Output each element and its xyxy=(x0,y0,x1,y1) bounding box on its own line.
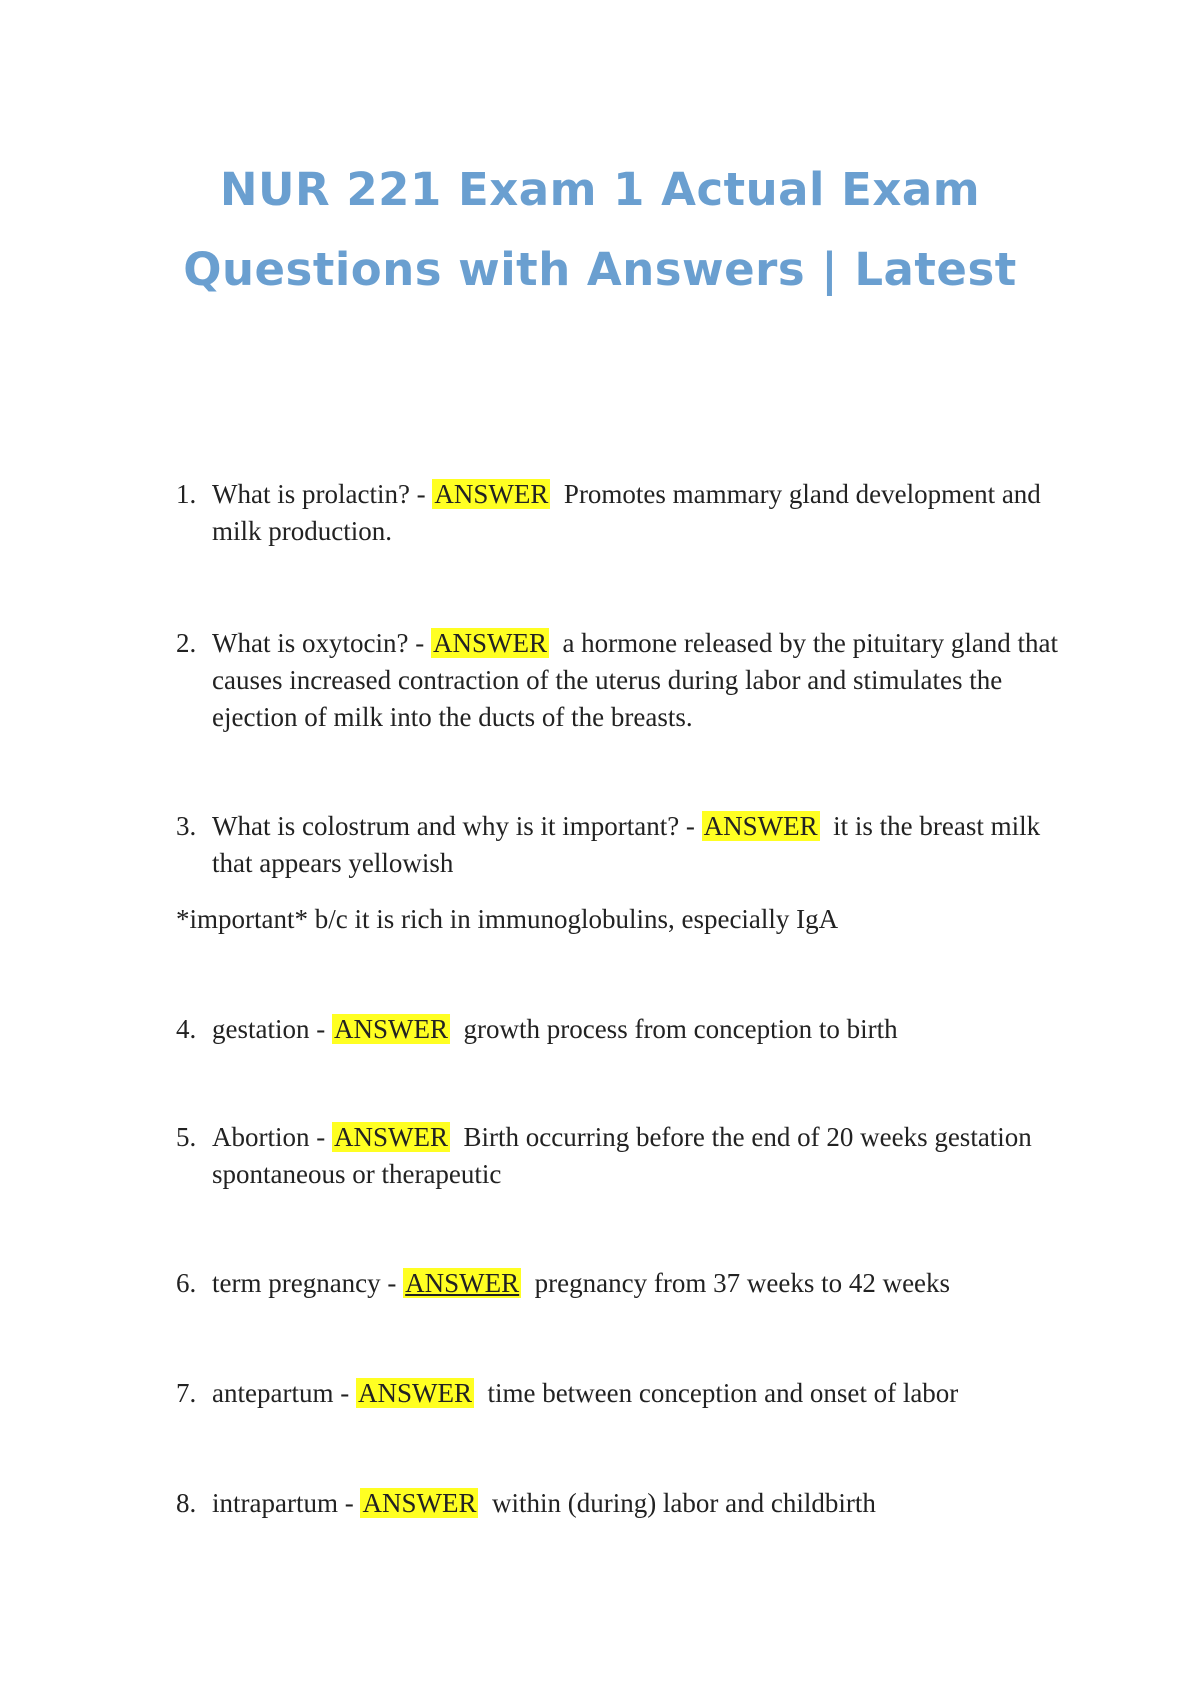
question-text: What is colostrum and why is it important? - xyxy=(212,811,702,841)
qa-item-3-note: *important* b/c it is rich in immunoglobulins, especially IgA xyxy=(176,904,839,934)
answer-tag: ANSWER xyxy=(432,628,547,658)
item-number: 4. xyxy=(176,1014,197,1044)
item-number: 7. xyxy=(176,1378,197,1408)
answer-text: Birth occurring before the end of 20 weeks gestation spontaneous or therapeutic xyxy=(212,1122,1032,1189)
item-number: 1. xyxy=(176,479,197,509)
answer-text: pregnancy from 37 weeks to 42 weeks xyxy=(534,1268,951,1298)
answer-tag: ANSWER xyxy=(333,1014,448,1044)
question-text: intrapartum - xyxy=(212,1488,361,1518)
title-line-1: NUR 221 Exam 1 Actual Exam xyxy=(219,163,981,216)
answer-text: within (during) labor and childbirth xyxy=(491,1488,876,1518)
question-text: What is prolactin? - xyxy=(212,479,433,509)
answer-text: growth process from conception to birth xyxy=(463,1014,898,1044)
answer-tag: ANSWER xyxy=(703,811,818,841)
qa-item-1 xyxy=(176,476,1076,550)
item-number: 5. xyxy=(176,1122,197,1152)
question-text: gestation - xyxy=(212,1014,332,1044)
qa-item-5 xyxy=(176,1119,1076,1193)
qa-item-6 xyxy=(176,1265,1076,1302)
qa-item-8 xyxy=(176,1485,1076,1522)
item-number: 6. xyxy=(176,1268,197,1298)
answer-text: Promotes mammary gland development and milk production. xyxy=(212,479,1041,546)
qa-item-3 xyxy=(176,808,1076,882)
answer-tag: ANSWER xyxy=(434,479,549,509)
answer-tag: ANSWER xyxy=(405,1268,520,1298)
item-number: 2. xyxy=(176,628,197,658)
answer-tag: ANSWER xyxy=(333,1122,448,1152)
question-text: antepartum - xyxy=(212,1378,356,1408)
question-text: What is oxytocin? - xyxy=(212,628,431,658)
answer-text: a hormone released by the pituitary gland that causes increased contraction of the uterus during labor and stimulates the ejection of milk into the ducts of the breasts. xyxy=(212,628,1059,732)
title-line-2: Questions with Answers | Latest xyxy=(183,243,1017,296)
question-text: Abortion - xyxy=(212,1122,332,1152)
answer-text: time between conception and onset of labor xyxy=(487,1378,959,1408)
answer-text: it is the breast milk that appears yellowish xyxy=(212,811,1041,878)
qa-item-2 xyxy=(176,625,1076,736)
question-text: term pregnancy - xyxy=(212,1268,404,1298)
item-number: 8. xyxy=(176,1488,197,1518)
answer-tag: ANSWER xyxy=(357,1378,472,1408)
qa-item-4 xyxy=(176,1011,1076,1048)
item-number: 3. xyxy=(176,811,197,841)
answer-tag: ANSWER xyxy=(362,1488,477,1518)
qa-item-7 xyxy=(176,1375,1076,1412)
